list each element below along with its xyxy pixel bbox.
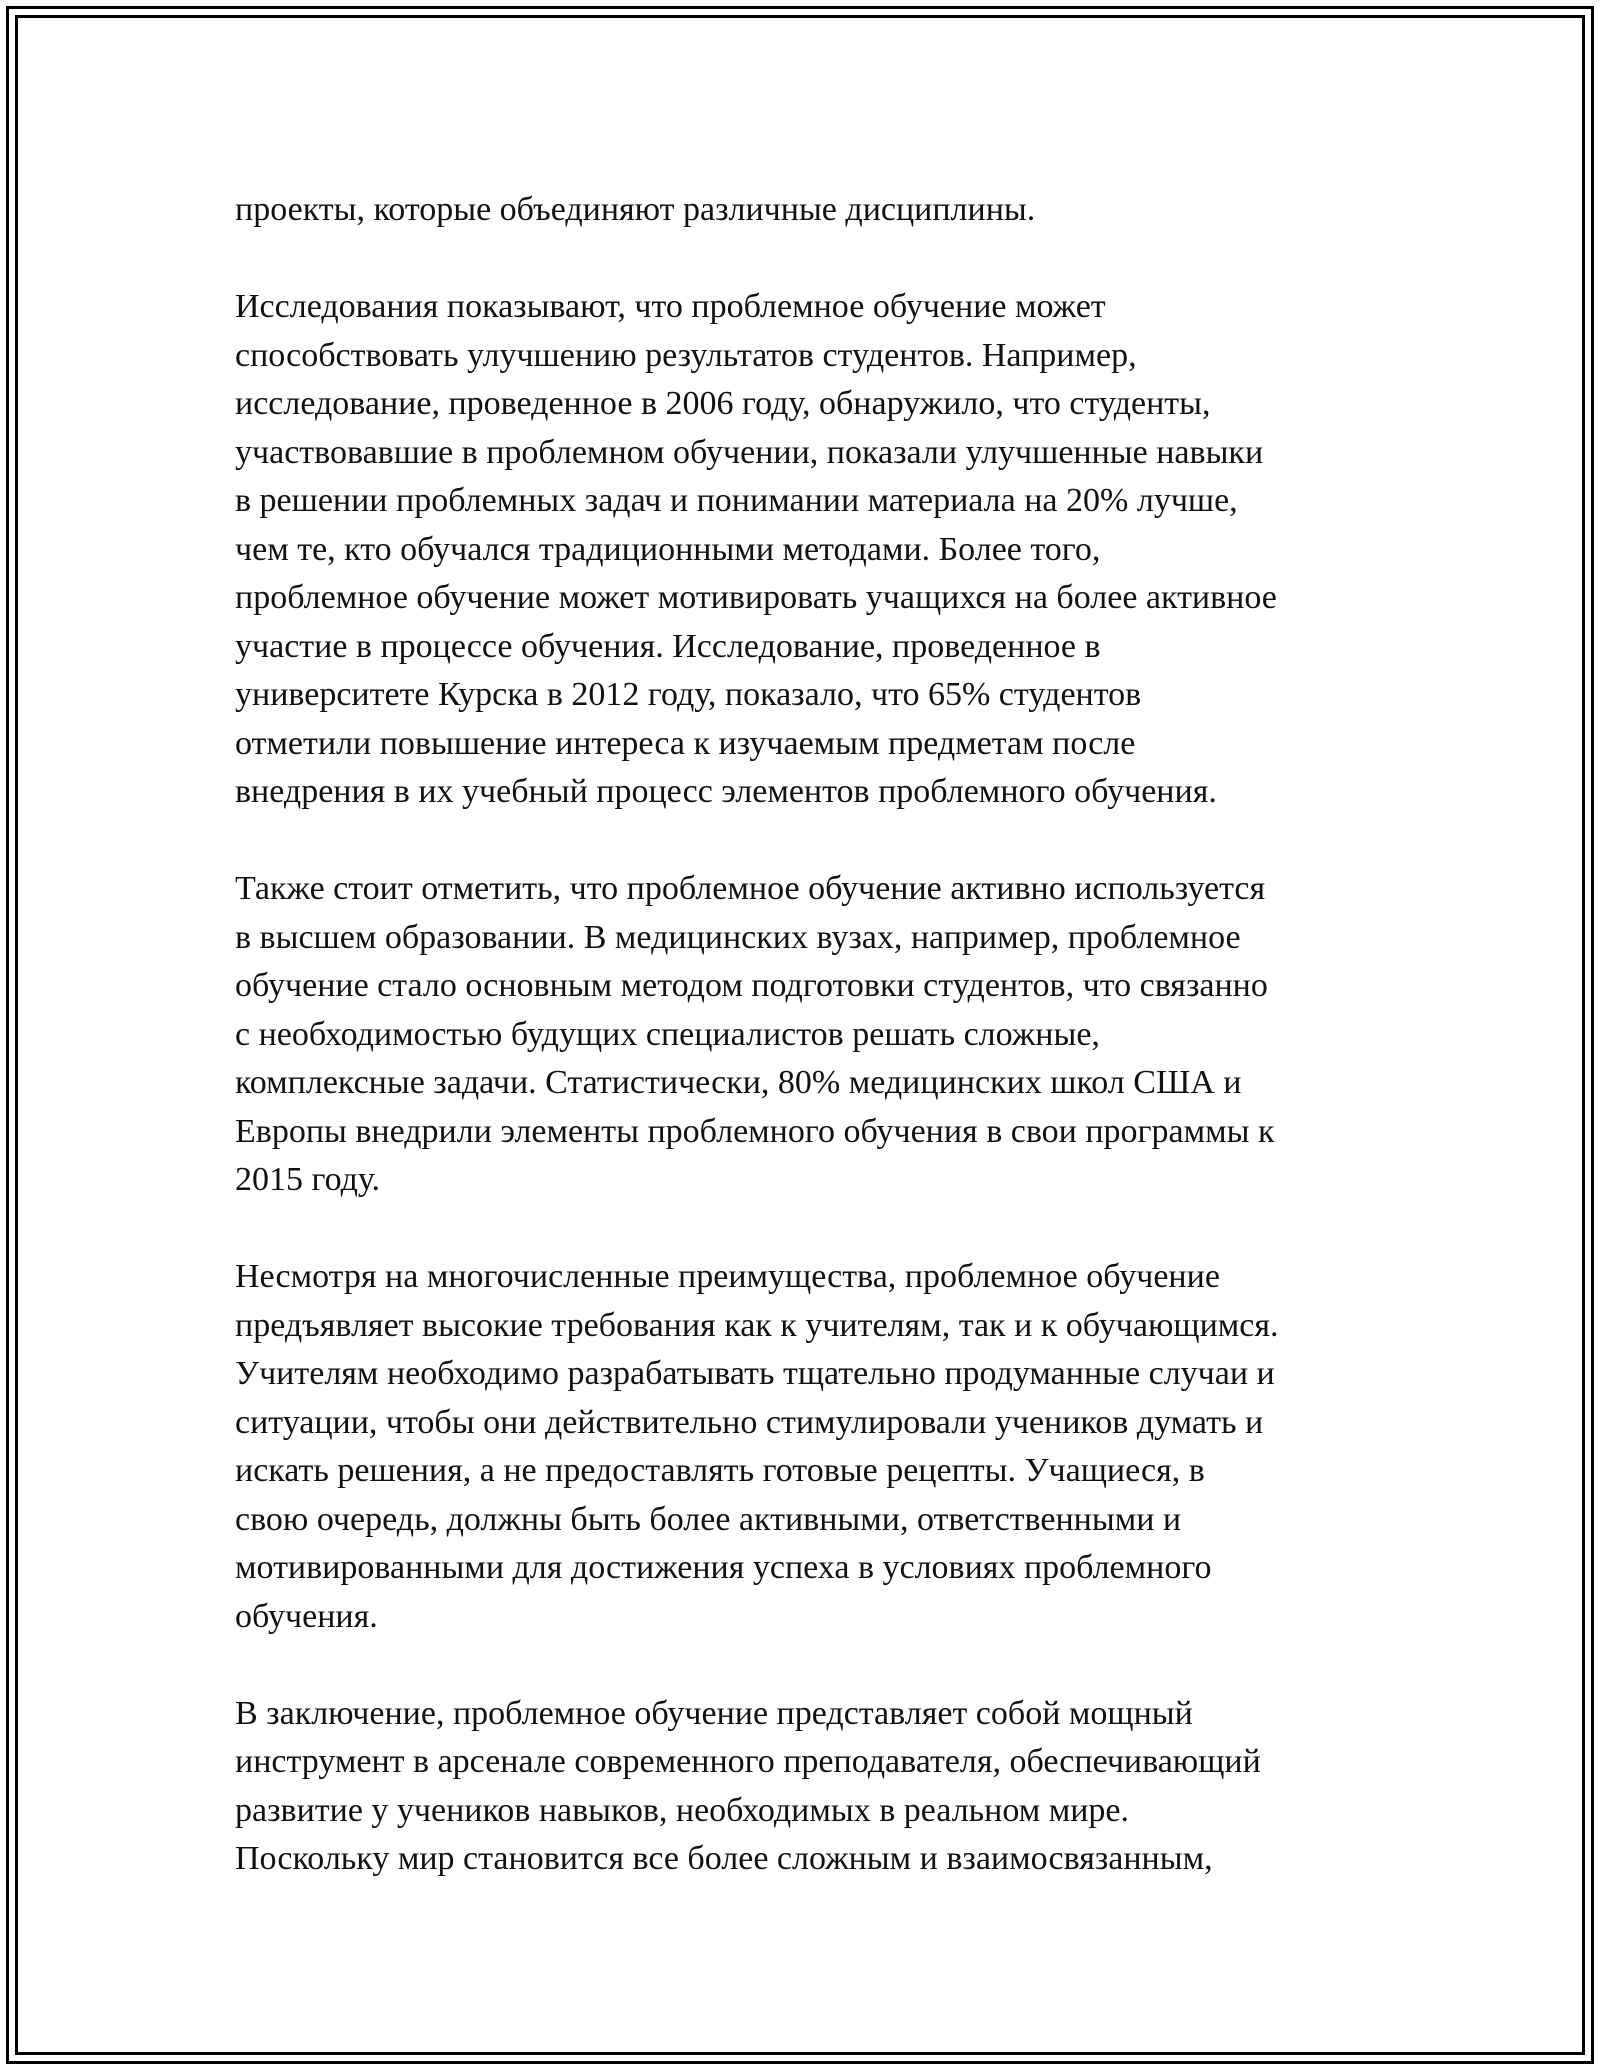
- text-line: проекты, которые объединяют различные дисциплины.: [235, 191, 1036, 228]
- text-line: в решении проблемных задач и понимании материала на 20% лучше,: [235, 482, 1238, 519]
- document-body: [235, 186, 1375, 1932]
- text-line: с необходимостью будущих специалистов решать сложные,: [235, 1015, 1100, 1053]
- text-line: в высшем образовании. В медицинских вузах, например, проблемное: [235, 918, 1241, 956]
- text-line: Исследования показывают, что проблемное обучение может: [235, 288, 1106, 325]
- text-line: чем те, кто обучался традиционными методами. Более того,: [235, 530, 1101, 568]
- text-line: 2015 году.: [235, 1161, 381, 1198]
- text-line: свою очередь, должны быть более активными, ответственными и: [235, 1500, 1182, 1538]
- text-line: В заключение, проблемное обучение представляет собой мощный: [235, 1694, 1193, 1732]
- text-line: обучение стало основным методом подготовки студентов, что связанно: [235, 967, 1268, 1004]
- text-line: внедрения в их учебный процесс элементов проблемного обучения.: [235, 773, 1217, 810]
- text-line: комплексные задачи. Статистически, 80% медицинских школ США и: [235, 1064, 1242, 1101]
- text-line: отметили повышение интереса к изучаемым предметам после: [235, 724, 1136, 762]
- text-line: инструмент в арсенале современного преподавателя, обеспечивающий: [235, 1743, 1261, 1780]
- text-line: ситуации, чтобы они действительно стимулировали учеников думать и: [235, 1403, 1264, 1441]
- paragraph-2: [235, 283, 1375, 817]
- paragraph-3: [235, 865, 1375, 1205]
- text-line: Учителям необходимо разрабатывать тщательно продуманные случаи и: [235, 1355, 1275, 1392]
- paragraph-4: [235, 1253, 1375, 1641]
- text-line: мотивированными для достижения успеха в условиях проблемного: [235, 1549, 1212, 1586]
- paragraph-1: [235, 186, 1375, 235]
- text-line: Европы внедрили элементы проблемного обучения в свои программы к: [235, 1112, 1275, 1150]
- text-line: исследование, проведенное в 2006 году, обнаружило, что студенты,: [235, 385, 1211, 422]
- text-line: университете Курска в 2012 году, показало, что 65% студентов: [235, 676, 1142, 713]
- text-line: предъявляет высокие требования как к учителям, так и к обучающимся.: [235, 1306, 1279, 1344]
- text-line: развитие у учеников навыков, необходимых в реальном мире.: [235, 1791, 1130, 1829]
- text-line: участвовавшие в проблемном обучении, показали улучшенные навыки: [235, 433, 1264, 471]
- paragraph-5: [235, 1690, 1375, 1884]
- text-line: проблемное обучение может мотивировать учащихся на более активное: [235, 579, 1277, 616]
- text-line: обучения.: [235, 1597, 378, 1635]
- text-line: искать решения, а не предоставлять готовые рецепты. Учащиеся, в: [235, 1452, 1205, 1489]
- text-line: Также стоит отметить, что проблемное обучение активно используется: [235, 870, 1266, 907]
- text-line: Поскольку мир становится все более сложным и взаимосвязанным,: [235, 1840, 1213, 1877]
- text-line: участие в процессе обучения. Исследование, проведенное в: [235, 627, 1101, 665]
- text-line: Несмотря на многочисленные преимущества, проблемное обучение: [235, 1258, 1220, 1295]
- text-line: способствовать улучшению результатов студентов. Например,: [235, 336, 1137, 374]
